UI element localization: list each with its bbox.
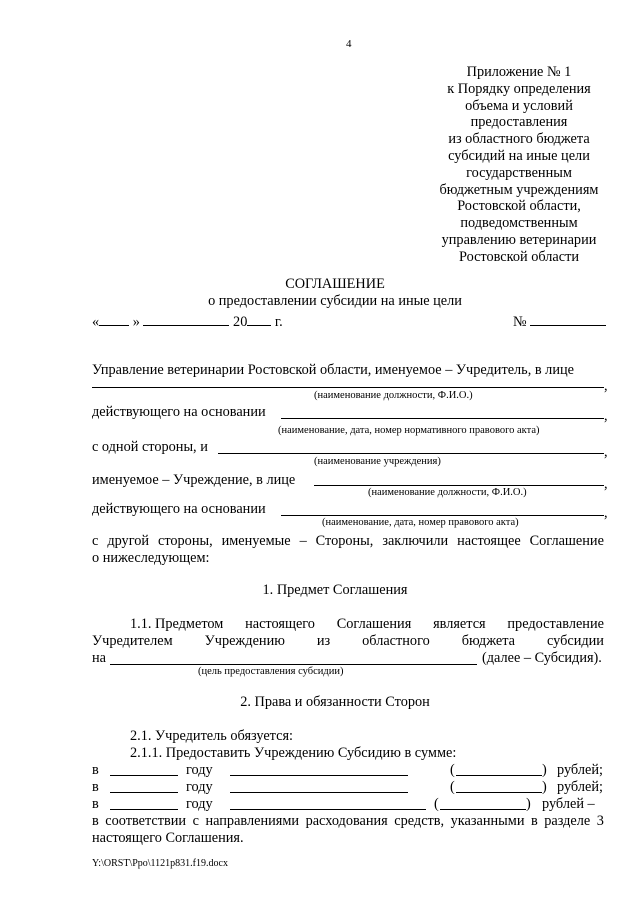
appendix-line: объема и условий bbox=[465, 97, 573, 114]
preamble-line-3: действующего на основании bbox=[92, 404, 266, 420]
year-blank bbox=[247, 312, 271, 326]
sum-row-year: году bbox=[186, 762, 213, 778]
open-paren: ( bbox=[434, 796, 439, 812]
page-number: 4 bbox=[346, 38, 352, 50]
comma: , bbox=[604, 378, 608, 394]
caption-institution: (наименование учреждения) bbox=[314, 456, 441, 467]
number-blank bbox=[530, 312, 606, 326]
close-paren: ) bbox=[526, 796, 531, 812]
rubles-label: рублей; bbox=[557, 762, 603, 778]
open-quote: « bbox=[92, 314, 100, 330]
number-label: № bbox=[513, 314, 527, 330]
section-1-line-3-suffix: (далее – Субсидия). bbox=[482, 650, 602, 666]
sum-row-in: в bbox=[92, 762, 99, 778]
caption-normative-act: (наименование, дата, номер нормативного правового акта) bbox=[278, 425, 540, 436]
section-2-p3: в соответствии с направлениями расходования средств, указанными в разделе 3 bbox=[92, 813, 604, 829]
appendix-line: субсидий на иные цели bbox=[448, 147, 590, 164]
amount-words-blank bbox=[230, 775, 408, 776]
caption-legal-act: (наименование, дата, номер правового акта) bbox=[322, 517, 519, 528]
amount-blank bbox=[440, 809, 526, 810]
appendix-line: государственным bbox=[466, 164, 572, 181]
purpose-blank-line bbox=[110, 664, 477, 665]
caption-purpose: (цель предоставления субсидии) bbox=[198, 666, 344, 677]
document-subtitle: о предоставлении субсидии на иные цели bbox=[208, 293, 462, 309]
rubles-label: рублей – bbox=[542, 796, 595, 812]
sum-row-in: в bbox=[92, 779, 99, 795]
close-paren: ) bbox=[542, 779, 547, 795]
sum-row-year: году bbox=[186, 796, 213, 812]
comma: , bbox=[604, 505, 608, 521]
name-blank-line bbox=[92, 387, 604, 388]
appendix-line: Ростовской области bbox=[458, 248, 580, 265]
appendix-line: Приложение № 1 bbox=[466, 64, 572, 80]
appendix-line: к Порядку определения bbox=[447, 80, 591, 97]
caption-position-name: (наименование должности, Ф.И.О.) bbox=[314, 390, 473, 401]
appendix-line: управлению ветеринарии bbox=[441, 231, 597, 248]
document-title: СОГЛАШЕНИЕ bbox=[285, 276, 385, 292]
number-field bbox=[513, 312, 606, 330]
year-blank bbox=[110, 792, 178, 793]
appendix-line: предоставления bbox=[470, 114, 568, 131]
rubles-label: рублей; bbox=[557, 779, 603, 795]
year-prefix: 20 bbox=[233, 314, 248, 330]
appendix-line: подведомственным bbox=[460, 215, 578, 232]
preamble-line-8: о нижеследующем: bbox=[92, 550, 210, 566]
basis-blank-line bbox=[281, 418, 604, 419]
appendix-line: Ростовской области, bbox=[457, 198, 581, 215]
section-2-heading: 2. Права и обязанности Сторон bbox=[240, 694, 430, 710]
institution-blank-line bbox=[218, 453, 604, 454]
day-blank bbox=[99, 312, 129, 326]
preamble-line-1: Управление ветеринарии Ростовской области, именуемое – Учредитель, в лице bbox=[92, 362, 574, 378]
section-1-line-1: 1.1. Предметом настоящего Соглашения является предоставление bbox=[130, 616, 604, 632]
comma: , bbox=[604, 444, 608, 460]
section-2-p1: 2.1. Учредитель обязуется: bbox=[130, 728, 293, 744]
caption-position-name-2: (наименование должности, Ф.И.О.) bbox=[368, 487, 527, 498]
year-blank bbox=[110, 775, 178, 776]
sum-row-year: году bbox=[186, 779, 213, 795]
amount-words-blank bbox=[230, 809, 426, 810]
year-suffix: г. bbox=[274, 314, 283, 330]
preamble-line-4: с одной стороны, и bbox=[92, 439, 208, 455]
close-paren: ) bbox=[542, 762, 547, 778]
year-blank bbox=[110, 809, 178, 810]
preamble-line-6: действующего на основании bbox=[92, 501, 266, 517]
appendix-line: из областного бюджета bbox=[448, 131, 590, 148]
amount-blank bbox=[456, 775, 542, 776]
appendix-line: бюджетным учреждениям bbox=[439, 181, 599, 198]
amount-words-blank bbox=[230, 792, 408, 793]
basis-blank-line-2 bbox=[281, 515, 604, 516]
section-2-p2: 2.1.1. Предоставить Учреждению Субсидию в сумме: bbox=[130, 745, 457, 761]
amount-blank bbox=[456, 792, 542, 793]
close-quote: » bbox=[132, 314, 140, 330]
section-2-p4: настоящего Соглашения. bbox=[92, 830, 244, 846]
section-1-heading: 1. Предмет Соглашения bbox=[262, 582, 408, 598]
section-1-line-2: Учредителем Учреждению из областного бюджета субсидии bbox=[92, 633, 604, 649]
appendix-block bbox=[420, 64, 618, 266]
comma: , bbox=[604, 476, 608, 492]
preamble-line-5: именуемое – Учреждение, в лице bbox=[92, 472, 296, 488]
open-paren: ( bbox=[450, 779, 455, 795]
section-1-line-3-prefix: на bbox=[92, 650, 106, 666]
month-blank bbox=[143, 312, 229, 326]
person-blank-line bbox=[314, 485, 604, 486]
sum-row-in: в bbox=[92, 796, 99, 812]
open-paren: ( bbox=[450, 762, 455, 778]
date-line bbox=[92, 312, 283, 330]
preamble-line-7: с другой стороны, именуемые – Стороны, заключили настоящее Соглашение bbox=[92, 533, 604, 549]
comma: , bbox=[604, 408, 608, 424]
footer-file-path: Y:\ORST\Ppo\1121p831.f19.docx bbox=[92, 858, 228, 869]
